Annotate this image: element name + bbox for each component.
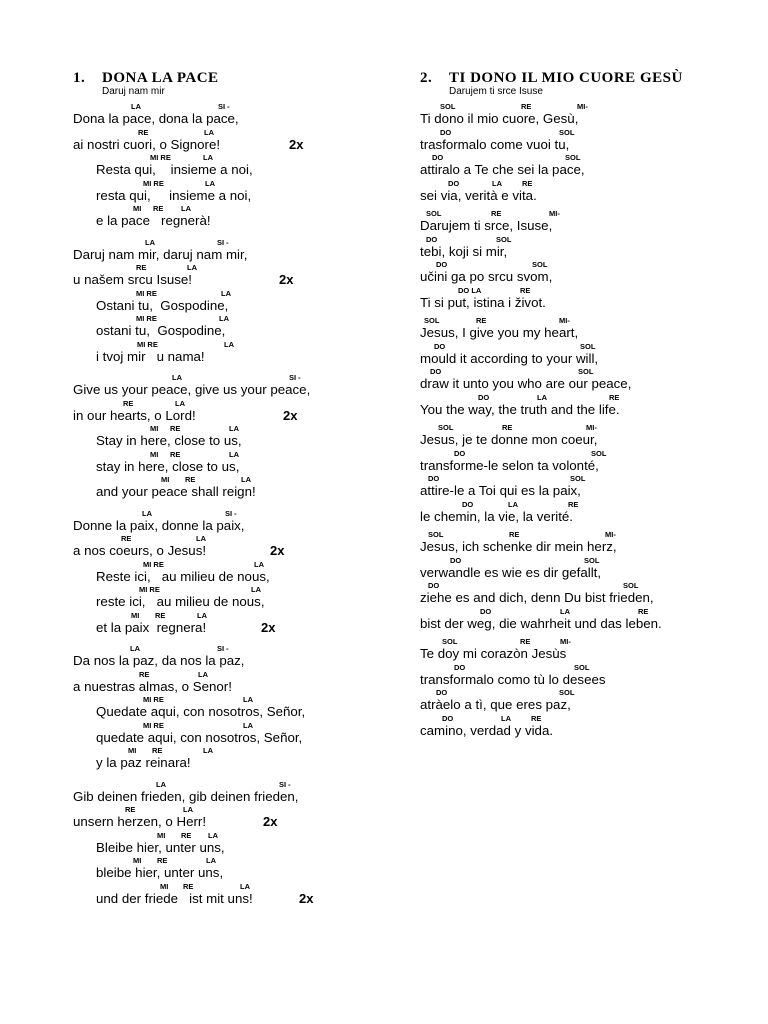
chord-label: RE (185, 475, 196, 484)
lyric-line: reste ici, au milieu de nous, (96, 594, 265, 609)
chord-label: RE (121, 534, 132, 543)
song-1 (73, 70, 373, 907)
song-line (420, 235, 750, 261)
lyric-line: et la paix regnera! (96, 619, 207, 635)
chord-label: LA (508, 499, 518, 509)
song-title (73, 70, 373, 86)
lyric-line: Daruj nam mir, daruj nam mir, (73, 246, 248, 262)
lyric-line: quedate aqui, con nosotros, Señor, (96, 729, 303, 745)
chord-label: SOL (565, 153, 581, 162)
chord-label: MI- (577, 102, 588, 111)
chord-label: MI RE (143, 559, 164, 569)
chord-label: RE (125, 805, 136, 814)
lyric-line: Te doy mi corazòn Jesùs (420, 646, 567, 661)
chord-label: LA (145, 237, 155, 247)
chord-label: MI RE (136, 288, 157, 298)
chord-label: MI- (586, 423, 597, 432)
chord-label: LA (243, 720, 253, 730)
repeat-marker: 2x (283, 407, 298, 423)
chord-label: RE (123, 398, 134, 408)
song-number: 1. (73, 70, 86, 86)
lyric-line: and your peace shall reign! (96, 484, 256, 499)
chord-label: SOL (428, 530, 444, 539)
chord-label: RE (638, 606, 649, 616)
lyric-line: Stay in here, close to us, (96, 433, 242, 448)
song-title (420, 70, 750, 86)
song-line (73, 695, 373, 721)
chord-label: SI - (225, 508, 237, 518)
song-line (73, 475, 373, 501)
stanza-gap (73, 365, 373, 373)
song-line (73, 128, 373, 154)
chord-label: RE (520, 285, 531, 295)
repeat-marker: 2x (270, 543, 285, 558)
lyric-line: draw it unto you who are our peace, (420, 376, 632, 391)
lyric-line: transforme-le selon ta volonté, (420, 457, 599, 473)
chord-label: SOL (532, 260, 548, 269)
chord-label: MI (160, 881, 169, 891)
chord-label: RE (139, 669, 150, 679)
song-line (73, 856, 373, 882)
lyric-line: transformalo como tù lo desees (420, 671, 606, 687)
chord-label: LA (492, 178, 502, 188)
chord-label: LA (251, 585, 261, 594)
song-2 (420, 70, 750, 739)
chord-label: MI (161, 475, 170, 484)
song-line (73, 746, 373, 772)
lyric-line: Gib deinen frieden, gib deinen frieden, (73, 788, 299, 804)
song-line (73, 263, 373, 289)
chord-label: LA (130, 644, 140, 653)
song-line (73, 314, 373, 340)
song-line (420, 637, 750, 663)
song-line (420, 423, 750, 449)
song-line (420, 500, 750, 526)
chord-label: MI RE (143, 178, 164, 188)
lyric-line: Da nos la paz, da nos la paz, (73, 653, 245, 668)
lyric-line: Darujem ti srce, Isuse, (420, 218, 553, 233)
song-line (420, 530, 750, 556)
chord-label: MI- (560, 637, 571, 646)
lyric-line: Ostani tu, Gospodine, (96, 297, 229, 313)
lyric-line: unsern herzen, o Herr! (73, 814, 207, 829)
lyric-line: a nos coeurs, o Jesus! (73, 543, 207, 558)
chord-label: MI RE (143, 720, 164, 730)
chord-label: DO (454, 662, 466, 672)
chord-label: MI RE (136, 314, 157, 323)
chord-label: LA (187, 263, 197, 272)
song-line (73, 238, 373, 264)
song-line (420, 393, 750, 419)
song-line (73, 560, 373, 586)
song-subtitle: Daruj nam mir (102, 86, 165, 97)
lyric-line: attiralo a Te che sei la pace, (420, 162, 585, 177)
chord-label: SOL (580, 341, 596, 351)
chord-label: RE (609, 392, 620, 402)
lyric-line: Donne la paix, donne la paix, (73, 517, 245, 533)
repeat-marker: 2x (299, 890, 314, 906)
chord-label: LA (181, 204, 191, 213)
song-line (420, 474, 750, 500)
lyric-line: a nuestras almas, o Senor! (73, 678, 232, 694)
repeat-marker: 2x (261, 619, 276, 635)
lyric-line: Jesus, I give you my heart, (420, 325, 579, 340)
chord-label: LA (183, 805, 193, 814)
chord-label: RE (138, 127, 149, 137)
chord-label: SOL (426, 209, 442, 218)
song-line (420, 556, 750, 582)
chord-label: DO (478, 392, 490, 402)
lyric-line: atràelo a tì, que eres paz, (420, 697, 571, 712)
chord-label: LA (241, 475, 251, 484)
song-line (73, 340, 373, 366)
song-line (73, 102, 373, 128)
lyric-line: i tvoj mir u nama! (96, 348, 205, 364)
song-title-text: DONA LA PACE (102, 70, 219, 86)
chord-label: DO (442, 713, 454, 723)
chord-label: MI- (559, 316, 570, 325)
song-line (420, 286, 750, 312)
song-line (73, 805, 373, 831)
chord-label: DO (480, 606, 492, 616)
chord-label: MI- (549, 209, 560, 218)
song-subtitle: Darujem ti srce Isuse (449, 86, 543, 97)
lyric-line: Resta qui, insieme a noi, (96, 162, 253, 177)
chord-label: SOL (570, 474, 586, 483)
lyric-line: Ti dono il mio cuore, Gesù, (420, 111, 579, 126)
chord-label: SOL (496, 234, 512, 244)
stanza-gap (73, 501, 373, 509)
chord-label: RE (152, 746, 163, 755)
chord-label: LA (254, 559, 264, 569)
chord-label: LA (206, 856, 216, 865)
chord-label: RE (136, 263, 147, 272)
lyric-line: und der friede ist mit uns! (96, 890, 253, 906)
chord-label: SOL (578, 367, 594, 376)
chord-label: DO (434, 341, 446, 351)
song-line (73, 534, 373, 560)
chord-label: SOL (584, 555, 600, 565)
song-line (420, 179, 750, 205)
stanza-gap (73, 636, 373, 644)
lyric-line: Dona la pace, dona la pace, (73, 111, 239, 126)
song-line (420, 449, 750, 475)
lyric-line: camino, verdad y vida. (420, 722, 554, 738)
chord-label: LA (219, 314, 229, 323)
chord-label: MI (131, 610, 140, 620)
chord-label: DO (454, 448, 466, 458)
chord-label: LA (131, 102, 141, 111)
chord-label: SOL (559, 127, 575, 137)
chord-label: RE (520, 637, 531, 646)
lyric-line: Jesus, je te donne mon coeur, (420, 432, 598, 447)
song-line (420, 260, 750, 286)
chord-label: SI - (217, 644, 229, 653)
chord-label: MI (128, 746, 137, 755)
chord-label: RE (157, 856, 168, 865)
chord-label: DO (448, 178, 460, 188)
chord-label: LA (229, 424, 239, 433)
chord-label: SOL (438, 423, 454, 432)
song-number: 2. (420, 70, 433, 86)
chord-label: LA (172, 373, 182, 382)
song-line (420, 128, 750, 154)
chord-label: LA (229, 449, 239, 459)
lyric-line: resta qui, insieme a noi, (96, 187, 252, 203)
song-line (420, 102, 750, 128)
chord-label: DO (440, 127, 452, 137)
chord-label: RE (522, 178, 533, 188)
chord-label: LA (240, 881, 250, 891)
lyric-line: Give us your peace, give us your peace, (73, 382, 311, 397)
lyric-line: le chemin, la vie, la verité. (420, 508, 573, 524)
song-line (73, 882, 373, 908)
lyric-line: ai nostri cuori, o Signore! (73, 136, 221, 152)
song-line (73, 831, 373, 857)
chord-label: LA (198, 669, 208, 679)
chord-label: LA (203, 746, 213, 755)
chord-label: RE (181, 830, 192, 840)
chord-label: MI RE (139, 585, 160, 594)
repeat-marker: 2x (279, 272, 294, 287)
lyric-line: sei via, verità e vita. (420, 187, 537, 203)
song-line (420, 663, 750, 689)
chord-label: DO LA (458, 285, 482, 295)
chord-label: RE (170, 424, 181, 433)
song-line (73, 611, 373, 637)
chord-label: LA (203, 153, 213, 162)
chord-label: LA (208, 830, 218, 840)
lyric-line: e la pace regnerà! (96, 213, 211, 228)
chord-label: RE (476, 316, 487, 325)
song-line (420, 714, 750, 740)
chord-label: MI (157, 830, 166, 840)
lyric-line: Ti si put, istina i život. (420, 294, 546, 310)
lyric-line: y la paz reinara! (96, 755, 191, 770)
chord-label: MI (150, 424, 159, 433)
song-line (73, 373, 373, 399)
chord-label: MI RE (150, 153, 171, 162)
chord-label: RE (521, 102, 532, 111)
chord-label: MI (133, 204, 142, 213)
chord-label: LA (204, 127, 214, 137)
chord-label: DO (432, 153, 444, 162)
chord-label: DO (428, 474, 440, 483)
repeat-marker: 2x (289, 136, 304, 152)
song-line (420, 367, 750, 393)
chord-label: LA (537, 392, 547, 402)
chord-label: RE (183, 881, 194, 891)
chord-label: MI RE (143, 695, 164, 704)
chord-label: SI - (279, 779, 291, 789)
lyric-line: ziehe es and dich, denn Du bist frieden, (420, 590, 654, 605)
chord-label: RE (568, 499, 579, 509)
lyric-line: bist der weg, die wahrheit und das leben. (420, 615, 662, 631)
song-line (73, 509, 373, 535)
chord-label: DO (462, 499, 474, 509)
chord-label: RE (509, 530, 520, 539)
chord-label: MI (150, 449, 159, 459)
chord-label: MI- (605, 530, 616, 539)
song-line (420, 688, 750, 714)
chord-label: DO (436, 688, 448, 697)
chord-label: LA (156, 779, 166, 789)
chord-label: RE (170, 449, 181, 459)
stanza-gap (73, 772, 373, 780)
lyric-line: učini ga po srcu svom, (420, 269, 553, 284)
chord-label: DO (450, 555, 462, 565)
chord-label: SOL (424, 316, 440, 325)
chord-label: DO (428, 581, 440, 590)
chord-label: LA (243, 695, 253, 704)
chord-label: DO (430, 367, 442, 376)
chord-label: RE (153, 204, 164, 213)
chord-label: SOL (559, 688, 575, 697)
chord-label: MI (133, 856, 142, 865)
song-line (420, 209, 750, 235)
chord-label: SOL (442, 637, 458, 646)
chord-label: SOL (591, 448, 607, 458)
lyric-line: You the way, the truth and the life. (420, 401, 620, 417)
repeat-marker: 2x (263, 814, 278, 829)
song-line (73, 585, 373, 611)
chord-label: LA (224, 339, 234, 349)
lyric-line: u našem srcu Isuse! (73, 272, 192, 287)
chord-label: MI RE (137, 339, 158, 349)
chord-label: DO (426, 234, 438, 244)
chord-label: LA (205, 178, 215, 188)
chord-label: LA (196, 534, 206, 543)
stanza-gap (73, 230, 373, 238)
song-line (73, 399, 373, 425)
song-line (420, 607, 750, 633)
chord-label: SOL (440, 102, 456, 111)
song-line (73, 670, 373, 696)
song-line (420, 342, 750, 368)
lyric-line: bleibe hier, unter uns, (96, 865, 224, 880)
chord-label: SI - (289, 373, 301, 382)
lyric-line: Jesus, ich schenke dir mein herz, (420, 539, 617, 554)
lyric-line: Reste ici, au milieu de nous, (96, 568, 270, 584)
chord-label: LA (175, 398, 185, 408)
lyric-line: in our hearts, o Lord! (73, 407, 196, 423)
lyric-line: ostani tu, Gospodine, (96, 323, 226, 338)
chord-label: LA (501, 713, 511, 723)
chord-label: RE (502, 423, 513, 432)
chord-label: RE (155, 610, 166, 620)
song-line (73, 780, 373, 806)
chord-label: DO (436, 260, 448, 269)
chord-label: LA (560, 606, 570, 616)
lyric-line: mould it according to your will, (420, 350, 599, 366)
chord-label: SI - (217, 237, 229, 247)
song-line (73, 450, 373, 476)
song-line (73, 153, 373, 179)
lyric-line: tebi, koji si mir, (420, 243, 508, 259)
chord-label: LA (142, 508, 152, 518)
lyric-line: Bleibe hier, unter uns, (96, 839, 225, 855)
chord-label: LA (197, 610, 207, 620)
lyric-line: Quedate aqui, con nosotros, Señor, (96, 704, 306, 719)
song-line (73, 204, 373, 230)
lyric-line: attire-le a Toi qui es la paix, (420, 483, 581, 498)
song-line (420, 316, 750, 342)
song-line (73, 179, 373, 205)
lyric-line: stay in here, close to us, (96, 458, 240, 474)
song-line (420, 581, 750, 607)
song-line (73, 644, 373, 670)
chord-label: SI - (218, 102, 230, 111)
lyric-line: trasformalo come vuoi tu, (420, 136, 570, 152)
chord-label: SOL (574, 662, 590, 672)
lyric-line: verwandle es wie es dir gefallt, (420, 564, 602, 580)
chord-label: RE (491, 209, 502, 218)
chord-label: RE (531, 713, 542, 723)
song-title-text: TI DONO IL MIO CUORE GESÙ (449, 70, 683, 86)
song-line (420, 153, 750, 179)
chord-label: SOL (623, 581, 639, 590)
song-line (73, 424, 373, 450)
chord-label: LA (221, 288, 231, 298)
song-line (73, 289, 373, 315)
song-line (73, 721, 373, 747)
